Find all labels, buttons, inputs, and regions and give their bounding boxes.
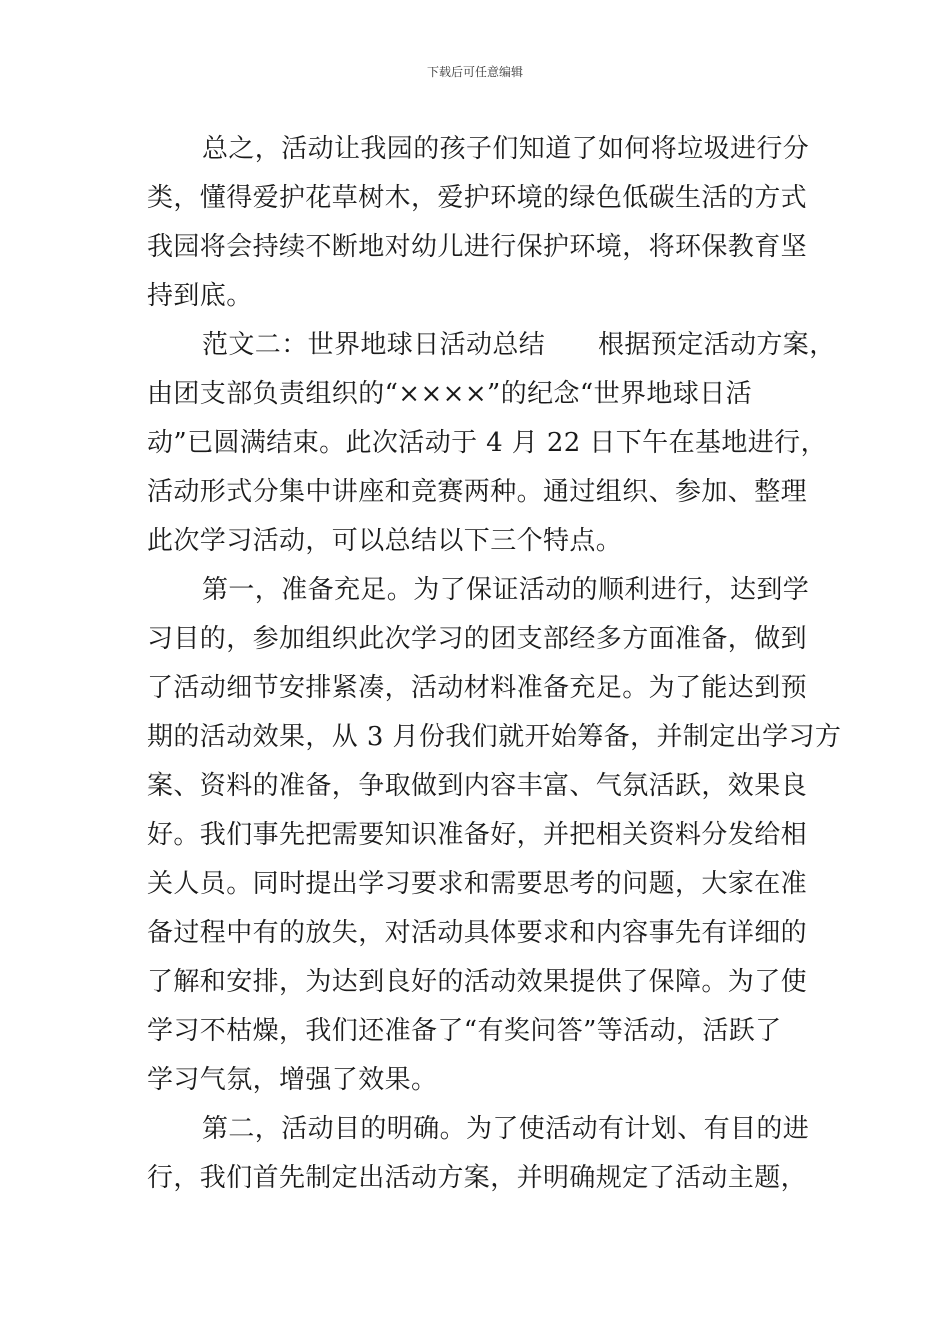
document-body [147, 125, 842, 1203]
text-line: 我园将会持续不断地对幼儿进行保护环境，将环保教育坚 [147, 232, 808, 262]
text-line: 习目的，参加组织此次学习的团支部经多方面准备，做到 [147, 624, 808, 654]
text-line: 备过程中有的放失，对活动具体要求和内容事先有详细的 [147, 918, 808, 948]
text-line: 行，我们首先制定出活动方案，并明确规定了活动主题， [147, 1163, 808, 1193]
text-line: 学习气氛，增强了效果。 [147, 1065, 438, 1095]
text-line: 第二，活动目的明确。为了使活动有计划、有目的进 [202, 1114, 810, 1144]
text-line: 学习不枯燥，我们还准备了“有奖问答”等活动，活跃了 [147, 1016, 782, 1046]
text-line: 范文二：世界地球日活动总结 根据预定活动方案， [202, 330, 836, 360]
paragraph-first-point [147, 566, 842, 1105]
text-line: 持到底。 [147, 281, 253, 311]
text-line: 案、资料的准备，争取做到内容丰富、气氛活跃，效果良 [147, 771, 808, 801]
paragraph-sample-two [147, 321, 836, 566]
text-line: 关人员。同时提出学习要求和需要思考的问题，大家在准 [147, 869, 808, 899]
paragraph-second-point [147, 1105, 813, 1203]
paragraph-conclusion [147, 125, 813, 321]
text-line: 好。我们事先把需要知识准备好，并把相关资料分发给相 [147, 820, 808, 850]
text-line: 动”已圆满结束。此次活动于 4 月 22 日下午在基地进行， [147, 428, 827, 458]
text-line: 第一，准备充足。为了保证活动的顺利进行，达到学 [202, 575, 810, 605]
text-line: 了解和安排，为达到良好的活动效果提供了保障。为了使 [147, 967, 808, 997]
text-line: 活动形式分集中讲座和竞赛两种。通过组织、参加、整理 [147, 477, 808, 507]
text-line: 了活动细节安排紧凑，活动材料准备充足。为了能达到预 [147, 673, 808, 703]
text-line: 期的活动效果，从 3 月份我们就开始筹备，并制定出学习方 [147, 722, 842, 752]
text-line: 此次学习活动，可以总结以下三个特点。 [147, 526, 623, 556]
page-header: 下载后可任意编辑 [426, 65, 523, 79]
text-line: 由团支部负责组织的“××××”的纪念“世界地球日活 [147, 379, 753, 409]
text-line: 类，懂得爱护花草树木，爱护环境的绿色低碳生活的方式 [147, 183, 808, 213]
text-line: 总之，活动让我园的孩子们知道了如何将垃圾进行分 [202, 134, 810, 164]
